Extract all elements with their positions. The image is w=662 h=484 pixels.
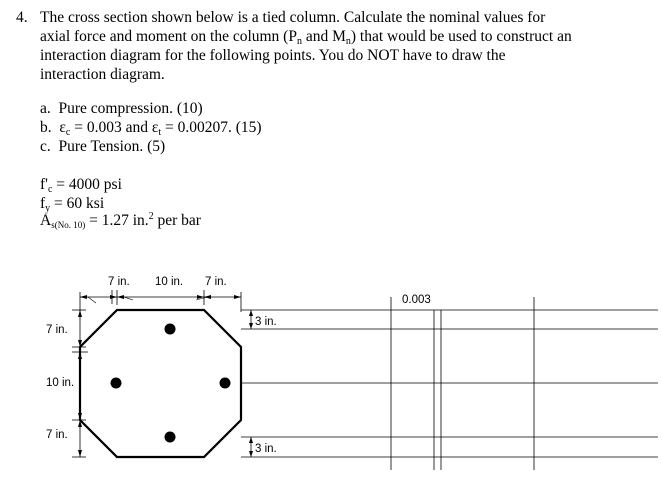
top-dim-label-1: 7 in. — [108, 276, 130, 288]
cover-label-bottom: 3 in. — [255, 443, 277, 455]
top-dim-label-3: 7 in. — [205, 276, 227, 288]
rebar-top — [165, 324, 176, 335]
given-fc: $f'_c = 4000$ psi — [40, 176, 122, 195]
cover-label-top: 3 in. — [255, 316, 277, 328]
problem-line-4: interaction diagram. — [40, 66, 165, 83]
strain-label: 0.003 — [402, 294, 431, 306]
top-dimension — [80, 290, 241, 312]
given-fy: $f_y = 60$ ksi — [40, 195, 105, 214]
strain-grid — [241, 297, 658, 470]
item-c: c. Pure Tension. (5) — [40, 138, 166, 155]
given-as: $A_{s(No. 10)} = 1.27$ in.$^2$ per bar — [40, 211, 201, 230]
octagon-section — [80, 310, 241, 457]
item-a: a. Pure compression. (10) — [40, 100, 203, 117]
problem-line-3: interaction diagram for the following points. You do NOT have to draw the — [40, 47, 506, 64]
rebar-bottom — [165, 432, 176, 443]
left-dim-label-1: 7 in. — [46, 324, 68, 336]
item-b: b. $\varepsilon_c = 0.003$ and $\varepsilon_t = 0.00207$. (15) — [40, 119, 262, 138]
left-dimension — [72, 310, 88, 457]
problem-line-1: The cross section shown below is a tied column. Calculate the nominal values for — [40, 9, 546, 26]
left-dim-label-3: 7 in. — [46, 429, 68, 441]
problem-number: 4. — [16, 9, 28, 26]
cover-arrows — [249, 310, 253, 457]
left-dim-label-2: 10 in. — [46, 377, 75, 389]
problem-line-2: axial force and moment on the column ($P_n$ and $M_n$) that would be used to construct an — [40, 28, 572, 47]
rebar-right — [220, 378, 231, 389]
rebar-left — [111, 378, 122, 389]
top-dim-label-2: 10 in. — [155, 276, 184, 288]
